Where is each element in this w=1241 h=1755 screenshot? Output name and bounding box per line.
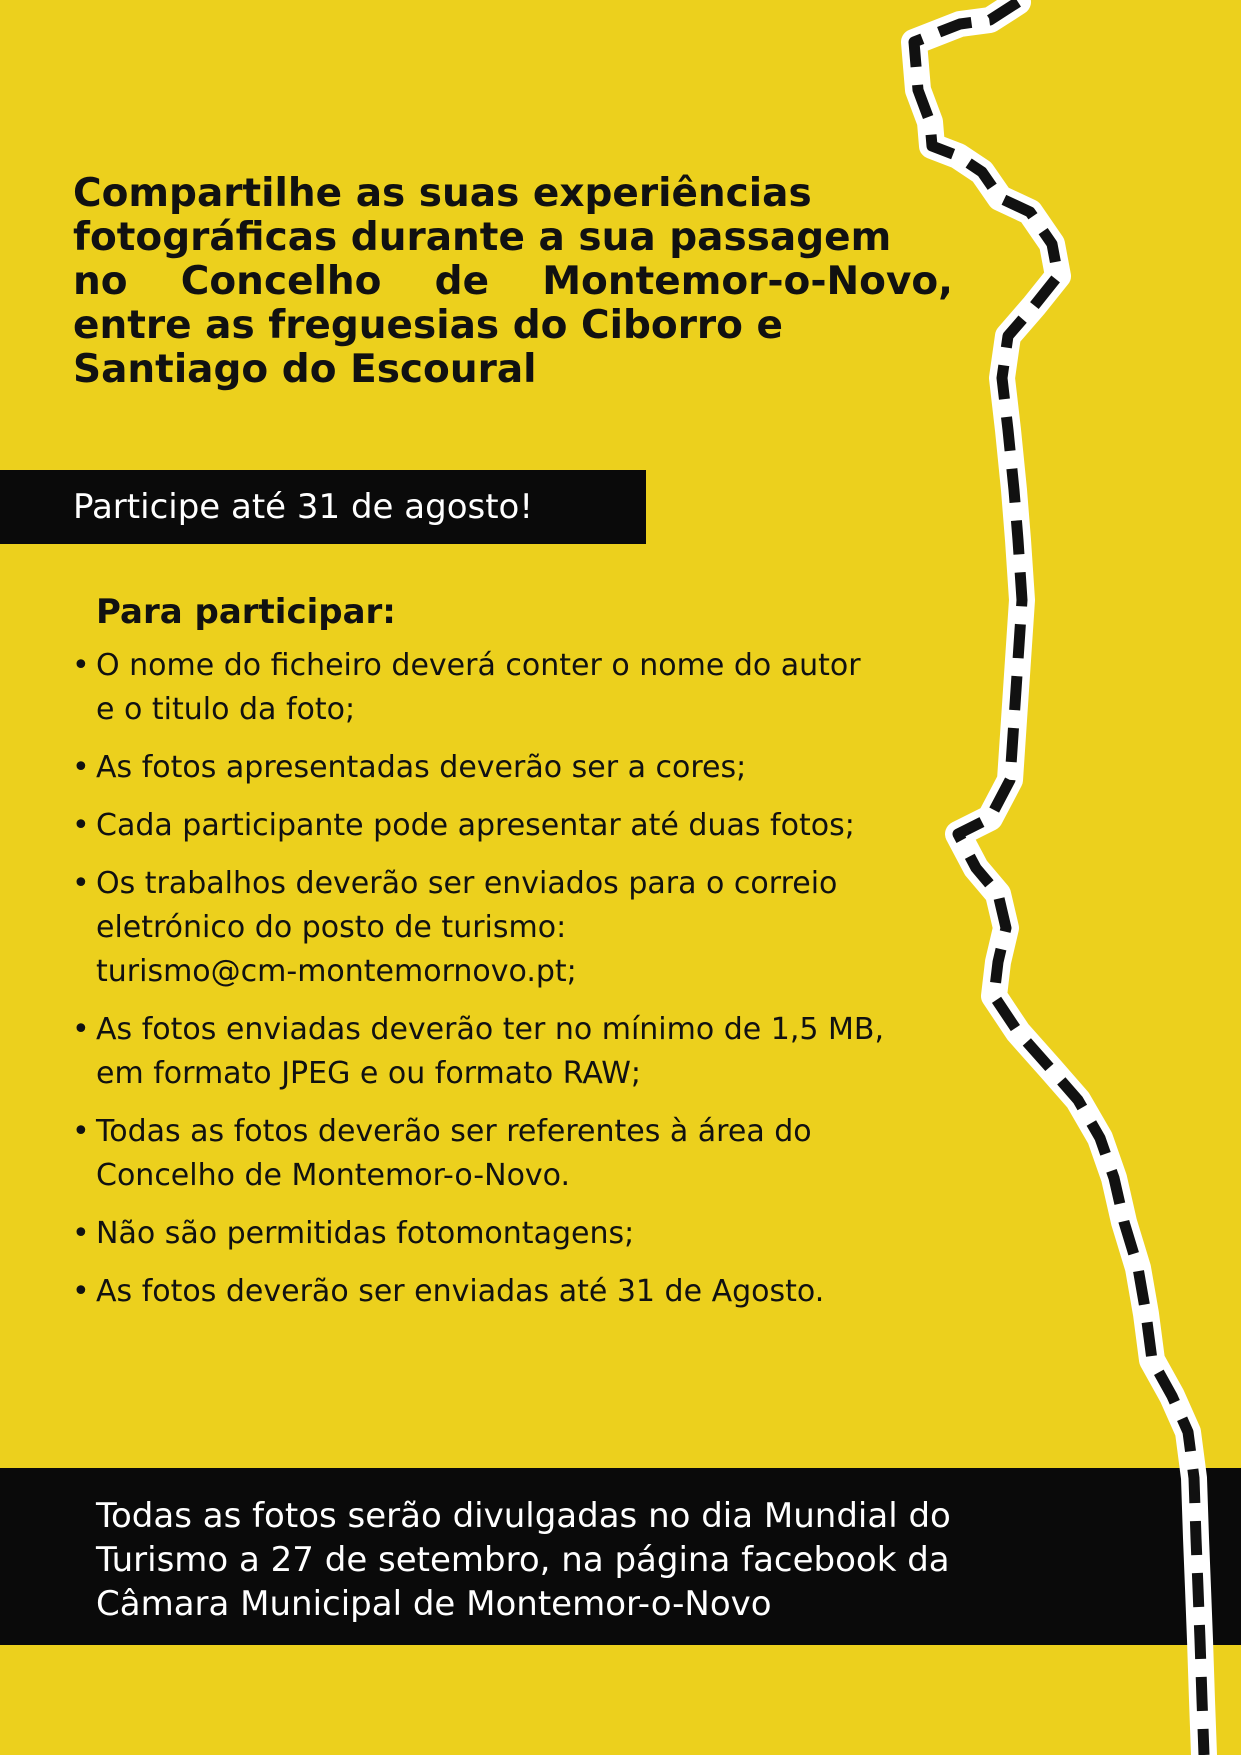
rule-line: O nome do ficheiro deverá conter o nome do autor	[96, 648, 861, 683]
bullet-icon: •	[72, 1012, 90, 1047]
rules-title: Para participar:	[96, 592, 396, 632]
rule-line: As fotos deverão ser enviadas até 31 de Agosto.	[96, 1274, 825, 1309]
rule-line: em formato JPEG e ou formato RAW;	[96, 1056, 642, 1091]
heading-line: Santiago do Escoural	[73, 347, 537, 392]
bullet-icon: •	[72, 648, 90, 683]
rule-line: Os trabalhos deverão ser enviados para o correio	[96, 866, 838, 901]
bullet-icon: •	[72, 1274, 90, 1309]
rule-line: eletrónico do posto de turismo:	[96, 910, 567, 945]
heading-line: no Concelho de Montemor-o-Novo,	[73, 259, 953, 304]
deadline-text: Participe até 31 de agosto!	[73, 487, 533, 527]
bullet-icon: •	[72, 750, 90, 785]
bullet-icon: •	[72, 1114, 90, 1149]
rule-line: e o titulo da foto;	[96, 692, 356, 727]
footer-line: Todas as fotos serão divulgadas no dia Mundial do	[96, 1496, 951, 1536]
rule-line: As fotos enviadas deverão ter no mínimo de 1,5 MB,	[96, 1012, 885, 1047]
rule-line: Não são permitidas fotomontagens;	[96, 1216, 635, 1251]
rule-line: Todas as fotos deverão ser referentes à área do	[96, 1114, 812, 1149]
heading-line: fotográficas durante a sua passagem	[73, 215, 892, 260]
heading-line: Compartilhe as suas experiências	[73, 171, 812, 216]
bullet-icon: •	[72, 808, 90, 843]
footer-line: Turismo a 27 de setembro, na página facebook da	[96, 1540, 950, 1580]
bullet-icon: •	[72, 866, 90, 901]
rule-line: Cada participante pode apresentar até duas fotos;	[96, 808, 855, 843]
bullet-icon: •	[72, 1216, 90, 1251]
rule-line: Concelho de Montemor-o-Novo.	[96, 1158, 571, 1193]
footer-line: Câmara Municipal de Montemor-o-Novo	[96, 1584, 772, 1624]
rule-line: As fotos apresentadas deverão ser a cores;	[96, 750, 747, 785]
email-link[interactable]: turismo@cm-montemornovo.pt;	[96, 954, 577, 989]
heading-line: entre as freguesias do Ciborro e	[73, 303, 783, 348]
route-outline	[914, 2, 1204, 1755]
